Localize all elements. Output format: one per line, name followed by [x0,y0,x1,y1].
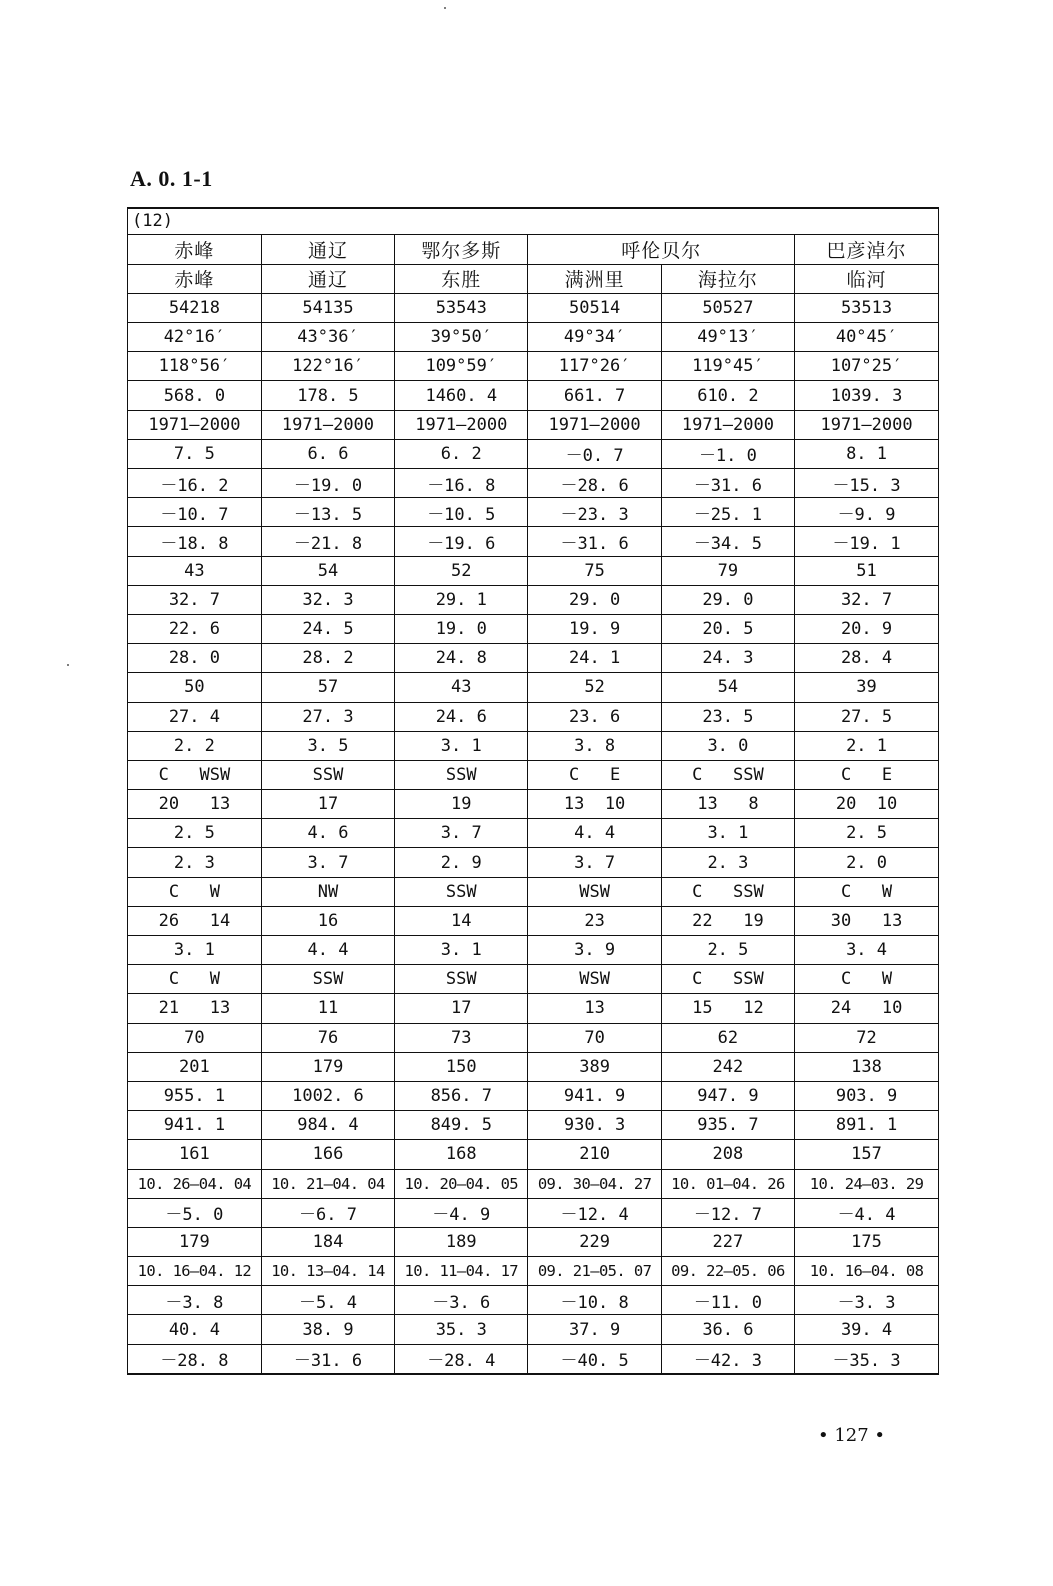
table-cell: －1. 0 [661,439,794,468]
table-cell: －4. 4 [795,1198,938,1227]
table-row [128,673,938,702]
table-row [128,1198,938,1227]
table-cell: 28. 0 [128,644,261,673]
table-cell: 24. 6 [395,702,528,731]
data-grid [128,235,938,1373]
table-cell: 210 [528,1140,661,1169]
table-cell: 849. 5 [395,1111,528,1140]
table-cell: 29. 1 [395,585,528,614]
table-cell: 3. 8 [528,731,661,760]
table-cell: 54218 [128,293,261,322]
table-row [128,848,938,877]
table-cell: －10. 7 [128,498,261,527]
table-row [128,498,938,527]
table-cell: 09. 30—04. 27 [528,1169,661,1198]
table-cell: 178. 5 [261,381,394,410]
table-cell: 189 [395,1227,528,1256]
table-cell: －10. 5 [395,498,528,527]
table-cell: 1971—2000 [395,410,528,439]
table-cell: 168 [395,1140,528,1169]
table-cell: WSW [528,877,661,906]
table-row [128,410,938,439]
table-cell: 19. 0 [395,614,528,643]
table-cell: 13 10 [528,790,661,819]
table-cell: 8. 1 [795,439,938,468]
table-cell: 29. 0 [528,585,661,614]
table-cell: 941. 9 [528,1081,661,1110]
table-cell: 242 [661,1052,794,1081]
table-cell: 27. 4 [128,702,261,731]
table-cell: 3. 1 [395,936,528,965]
table-cell: 30 13 [795,906,938,935]
table-cell: 22. 6 [128,614,261,643]
table-cell: 09. 21—05. 07 [528,1257,661,1286]
table-cell: 109°59′ [395,352,528,381]
region-header-row [128,235,938,264]
table-cell: 227 [661,1227,794,1256]
table-cell: 43 [395,673,528,702]
table-cell: 16 [261,906,394,935]
table-cell: －35. 3 [832,1351,901,1372]
table-cell: 610. 2 [661,381,794,410]
table-cell: －12. 4 [528,1198,661,1227]
table-cell: 10. 16—04. 12 [128,1257,261,1286]
table-cell: 3. 1 [395,731,528,760]
table-cell: 2. 5 [661,936,794,965]
table-cell: C SSW [661,760,794,789]
table-row [128,936,938,965]
scan-speck [444,7,446,9]
table-cell: C W [128,965,261,994]
table-cell: C W [795,877,938,906]
table-cell: －28. 4 [395,1344,528,1373]
table-cell: 10. 13—04. 14 [261,1257,394,1286]
table-cell: 3. 7 [261,848,394,877]
table-cell: 39. 4 [795,1315,938,1344]
table-cell: －4. 9 [395,1198,528,1227]
table-cell: 20 13 [128,790,261,819]
table-cell: 2. 3 [661,848,794,877]
table-cell: 75 [528,556,661,585]
table-cell: 179 [128,1227,261,1256]
table-cell: 2. 1 [795,731,938,760]
table-cell: NW [261,877,394,906]
station-header-row [128,264,938,293]
table-cell: 11 [261,994,394,1023]
table-cell: 10. 01—04. 26 [661,1169,794,1198]
page-number: • 127 • [818,1425,886,1446]
table-cell: 984. 4 [261,1111,394,1140]
table-row [128,790,938,819]
table-cell: －9. 9 [795,498,938,527]
table-row [128,1344,938,1373]
table-cell: C E [528,760,661,789]
table-cell: 40°45′ [795,323,938,352]
table-cell: 930. 3 [528,1111,661,1140]
table-row [128,1052,938,1081]
table-cell: 32. 3 [261,585,394,614]
table-cell: 3. 7 [395,819,528,848]
table-cell: 57 [261,673,394,702]
table-cell: 175 [795,1227,938,1256]
table-cell: 23 [528,906,661,935]
table-cell: SSW [261,965,394,994]
table-cell: 24. 8 [395,644,528,673]
table-cell: －28. 8 [128,1344,261,1373]
table-cell: 27. 3 [261,702,394,731]
station-header-cell: 海拉尔 [661,264,794,293]
table-cell: 661. 7 [528,381,661,410]
table-cell: 117°26′ [528,352,661,381]
table-row [128,323,938,352]
table-cell: 389 [528,1052,661,1081]
table-cell: 201 [128,1052,261,1081]
station-header-cell: 东胜 [395,264,528,293]
table-cell: －12. 7 [661,1198,794,1227]
table-cell: 24 10 [795,994,938,1023]
table-row [128,877,938,906]
table-row [128,644,938,673]
table-cell: 22 19 [661,906,794,935]
table-cell: 1971—2000 [795,410,938,439]
table-cell: 70 [528,1023,661,1052]
table-cell: 76 [261,1023,394,1052]
table-cell: 24. 5 [261,614,394,643]
table-cell: 3. 9 [528,936,661,965]
table-cell: 903. 9 [795,1081,938,1110]
table-row [128,1081,938,1110]
table-cell: 1971—2000 [128,410,261,439]
table-cell: 54 [261,556,394,585]
table-cell: 1971—2000 [528,410,661,439]
table-cell: 6. 6 [261,439,394,468]
table-cell: 229 [528,1227,661,1256]
table-cell: 161 [128,1140,261,1169]
region-header-cell: 通辽 [261,235,394,264]
table-cell: 179 [261,1052,394,1081]
table-cell: －18. 8 [128,527,261,556]
table-cell: －3. 3 [795,1286,938,1315]
table-cell: 10. 26—04. 04 [128,1169,261,1198]
region-header-cell: 鄂尔多斯 [395,235,528,264]
table-row [128,556,938,585]
table-cell: 2. 9 [395,848,528,877]
table-cell: －19. 0 [261,469,394,498]
table-cell: 10. 24—03. 29 [795,1169,938,1198]
table-cell: 568. 0 [128,381,261,410]
table-row [128,702,938,731]
table-cell: 50527 [661,293,794,322]
table-cell: 43°36′ [261,323,394,352]
table-cell: 122°16′ [261,352,394,381]
table-cell: －3. 8 [128,1286,261,1315]
station-header-cell: 临河 [795,264,938,293]
table-cell: －5. 0 [128,1198,261,1227]
table-row [128,614,938,643]
table-cell: －19. 6 [395,527,528,556]
table-cell: 24. 3 [661,644,794,673]
table-cell: 42°16′ [128,323,261,352]
region-header-cell: 巴彦淖尔 [795,235,938,264]
table-cell: 10. 16—04. 08 [795,1257,938,1286]
table-cell: 24. 1 [528,644,661,673]
table-cell: －31. 6 [528,527,661,556]
table-cell: C WSW [128,760,261,789]
table-row [128,527,938,556]
table-cell: 40. 4 [128,1315,261,1344]
table-cell: 4. 4 [261,936,394,965]
table-cell: C E [795,760,938,789]
table-cell: 21 13 [128,994,261,1023]
table-row [128,1315,938,1344]
table-cell: 13 8 [661,790,794,819]
table-cell: 4. 6 [261,819,394,848]
table-cell: 1460. 4 [395,381,528,410]
table-cell: －21. 8 [261,527,394,556]
table-cell: 3. 7 [528,848,661,877]
table-row [128,1023,938,1052]
table-cell: 54135 [261,293,394,322]
table-cell: 856. 7 [395,1081,528,1110]
table-cell: SSW [395,965,528,994]
station-header-cell: 通辽 [261,264,394,293]
table-cell: －3. 6 [395,1286,528,1315]
table-row [128,906,938,935]
table-cell: 19 [395,790,528,819]
table-cell: 3. 0 [661,731,794,760]
table-row [128,1227,938,1256]
table-cell: 138 [795,1052,938,1081]
table-cell: 3. 1 [661,819,794,848]
station-header-cell: 赤峰 [128,264,261,293]
table-cell: 1971—2000 [661,410,794,439]
table-row [128,760,938,789]
table-cell: 37. 9 [528,1315,661,1344]
table-cell: 49°34′ [528,323,661,352]
table-cell: 79 [661,556,794,585]
table-cell: 20. 9 [795,614,938,643]
table-cell: 2. 5 [795,819,938,848]
station-header-cell: 满洲里 [528,264,661,293]
table-cell: 7. 5 [128,439,261,468]
table-row [128,469,938,498]
table-cell: 166 [261,1140,394,1169]
table-cell: 2. 3 [128,848,261,877]
table-cell: 1971—2000 [261,410,394,439]
table-cell: 32. 7 [795,585,938,614]
table-cell: －15. 3 [795,469,938,498]
table-cell: －16. 8 [395,469,528,498]
table-cell: －13. 5 [261,498,394,527]
table-cell: 947. 9 [661,1081,794,1110]
table-cell: 50514 [528,293,661,322]
table-cell: 53543 [395,293,528,322]
table-cell: －34. 5 [661,527,794,556]
table-cell: －11. 0 [661,1286,794,1315]
table-cell: 28. 2 [261,644,394,673]
table-cell: 52 [395,556,528,585]
table-cell: 72 [795,1023,938,1052]
table-cell: 10. 20—04. 05 [395,1169,528,1198]
region-header-cell: 呼伦贝尔 [528,235,795,264]
table-cell: －25. 1 [661,498,794,527]
table-cell: 35. 3 [395,1315,528,1344]
table-cell: 208 [661,1140,794,1169]
section-title: A. 0. 1-1 [130,166,213,191]
table-cell: 10. 21—04. 04 [261,1169,394,1198]
table-cell: －10. 8 [528,1286,661,1315]
table-cell: 941. 1 [128,1111,261,1140]
table-cell: 62 [661,1023,794,1052]
table-cell: －6. 7 [261,1198,394,1227]
table-cell: SSW [395,877,528,906]
table-cell: －23. 3 [528,498,661,527]
table-cell: 43 [128,556,261,585]
table-cell: －42. 3 [661,1344,794,1373]
table-cell: C W [795,965,938,994]
table-cell: 38. 9 [261,1315,394,1344]
table-cell: 2. 5 [128,819,261,848]
table-cell: 50 [128,673,261,702]
table-cell: －16. 2 [128,469,261,498]
table-cell: －19. 1 [795,527,938,556]
table-row [128,293,938,322]
table-cell: 6. 2 [395,439,528,468]
climate-data-table [127,207,939,1375]
table-cell: 2. 0 [795,848,938,877]
table-cell: C SSW [661,965,794,994]
table-cell: 49°13′ [661,323,794,352]
table-cell: 54 [661,673,794,702]
table-cell: 15 12 [661,994,794,1023]
table-cell: 26 14 [128,906,261,935]
table-cell: 1002. 6 [261,1081,394,1110]
table-cell: SSW [395,760,528,789]
table-row [128,731,938,760]
table-cell: 1039. 3 [795,381,938,410]
table-cell: 23. 5 [661,702,794,731]
table-cell: 17 [261,790,394,819]
table-cell: 3. 1 [128,936,261,965]
table-row [128,439,938,468]
table-cell: 20. 5 [661,614,794,643]
table-cell: 19. 9 [528,614,661,643]
table-cell: 51 [795,556,938,585]
table-cell: 52 [528,673,661,702]
table-cell: －40. 5 [528,1344,661,1373]
table-cell: 20 10 [795,790,938,819]
table-row [128,994,938,1023]
table-cell: WSW [528,965,661,994]
table-cell: 70 [128,1023,261,1052]
table-cell: 09. 22—05. 06 [661,1257,794,1286]
table-row [128,352,938,381]
table-cell: －5. 4 [261,1286,394,1315]
table-cell: SSW [261,760,394,789]
table-cell: 3. 4 [795,936,938,965]
region-header-cell: 赤峰 [128,235,261,264]
table-cell: 13 [528,994,661,1023]
table-cell: 32. 7 [128,585,261,614]
table-cell: 39 [795,673,938,702]
table-cell: 935. 7 [661,1111,794,1140]
table-cell: 3. 5 [261,731,394,760]
table-cell: 118°56′ [128,352,261,381]
subtable-number: (12) [128,209,938,235]
table-cell: 107°25′ [795,352,938,381]
table-cell: －0. 7 [528,439,661,468]
table-cell: 150 [395,1052,528,1081]
table-row [128,381,938,410]
table-cell: 27. 5 [795,702,938,731]
table-cell: 157 [795,1140,938,1169]
table-row [128,819,938,848]
table-cell: 53513 [795,293,938,322]
table-row [128,965,938,994]
table-cell: 36. 6 [661,1315,794,1344]
table-row [128,1257,938,1286]
table-row [128,1140,938,1169]
table-cell: 39°50′ [395,323,528,352]
table-cell: 891. 1 [795,1111,938,1140]
table-row [128,1286,938,1315]
table-cell: 184 [261,1227,394,1256]
table-row [128,1169,938,1198]
table-cell: 28. 4 [795,644,938,673]
table-cell: 17 [395,994,528,1023]
table-cell: C SSW [661,877,794,906]
table-cell: －31. 6 [661,469,794,498]
table-cell: C W [128,877,261,906]
table-cell: 23. 6 [528,702,661,731]
table-row [128,585,938,614]
table-cell: 2. 2 [128,731,261,760]
table-cell: 73 [395,1023,528,1052]
table-cell: 10. 11—04. 17 [395,1257,528,1286]
table-cell: 4. 4 [528,819,661,848]
table-cell: －28. 6 [528,469,661,498]
table-cell: －31. 6 [261,1344,394,1373]
table-cell: 119°45′ [661,352,794,381]
scan-speck [67,664,69,666]
table-row [128,1111,938,1140]
table-cell: 14 [395,906,528,935]
table-cell: 955. 1 [128,1081,261,1110]
table-cell: 29. 0 [661,585,794,614]
